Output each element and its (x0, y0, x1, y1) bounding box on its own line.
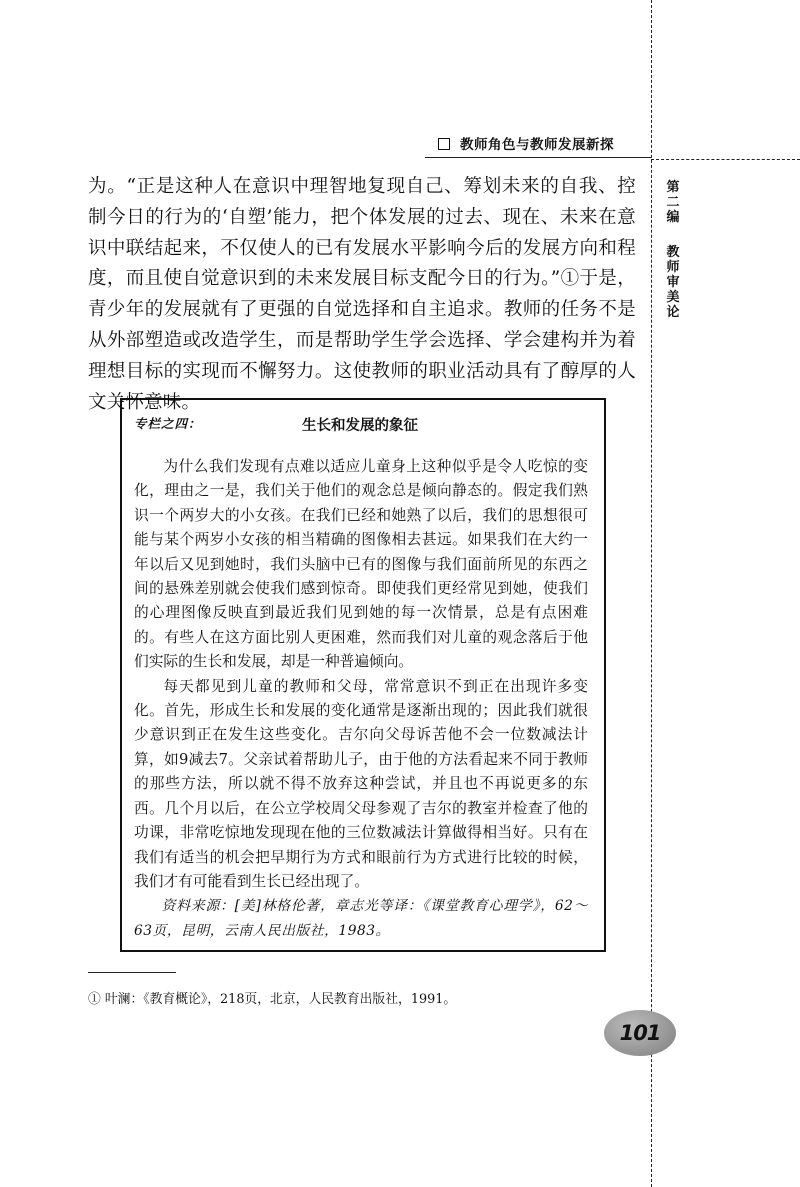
page-number: 101 (619, 1021, 661, 1045)
body-paragraph: 为。“正是这种人在意识中理智地复现自己、筹划未来的自我、控制今日的行为的‘自塑’能力，把个体发展的过去、现在、未来在意识中联结起来，不仅使人的已有发展水平影响今后的发展方向和程度，而且使自觉意识到的未来发展目标支配今日的行为。”①于是，青少年的发展就有了更强的自觉选择和自主追求。教师的任务不是从外部塑造或改造学生，而是帮助学生学会选择、学会建构并为着理想目标的实现而不懈努力。这使教师的职业活动具有了醇厚的人文关怀意味。 (88, 176, 636, 413)
running-header (438, 133, 614, 153)
sidebar-box-header (134, 414, 592, 432)
margin-dashed-line-vertical (651, 0, 652, 1187)
sidebar-box-title: 生长和发展的象征 (302, 418, 418, 434)
footnote: ① 叶澜：《教育概论》，218页，北京，人民教育出版社，1991。 (88, 992, 457, 1007)
sidebar-box-source: 资料来源：[美]林格伦著，章志光等译：《课堂教育心理学》，62～63页，昆明，云南人民出版社，1983。 (134, 898, 588, 939)
side-part-name: 教师审美论 (666, 245, 680, 320)
square-bullet-icon (438, 138, 450, 150)
sidebar-box-content (134, 455, 588, 943)
sidebar-box-paragraph-2: 每天都见到儿童的教师和父母，常常意识不到正在出现许多变化。首先，形成生长和发展的变化通常是逐渐出现的；因此我们就很少意识到正在发生这些变化。吉尔向父母诉苦他不会一位数减法计算，如9减去7。父亲试着帮助儿子，由于他的方法看起来不同于教师的那些方法，所以就不得不放弃这种尝试，并且也不再说更多的东西。几个月以后，在公立学校周父母参观了吉尔的教室并检查了他的功课，非常吃惊地发现现在他的三位数减法计算做得相当好。只有在我们有适当的机会把早期行为方式和眼前行为方式进行比较的时候，我们才有可能看到生长已经出现了。 (134, 677, 588, 890)
side-part-label: 第二编 (666, 180, 680, 225)
side-section-label (664, 180, 682, 320)
sidebar-box-paragraph-1: 为什么我们发现有点难以适应儿童身上这种似乎是令人吃惊的变化，理由之一是，我们关于他们的观念总是倾向静态的。假定我们熟识一个两岁大的小女孩。在我们已经和她熟了以后，我们的思想很可能与某个两岁小女孩的相当精确的图像相去甚远。如果我们在大约一年以后又见到她时，我们头脑中已有的图像与我们面前所见的东西之间的悬殊差别就会使我们感到惊奇。即使我们更经常见到她，使我们的心理图像反映直到最近我们见到她的每一次情景，总是有点困难的。有些人在这方面比别人更困难，然而我们对儿童的观念落后于他们实际的生长和发展，却是一种普遍倾向。 (134, 458, 588, 671)
page-number-badge (604, 1010, 676, 1056)
margin-dashed-line-horizontal (651, 159, 800, 160)
running-header-title: 教师角色与教师发展新探 (460, 137, 614, 153)
header-rule (425, 157, 651, 158)
sidebar-box-tag: 专栏之四： (134, 416, 202, 431)
footnote-rule (88, 972, 176, 973)
